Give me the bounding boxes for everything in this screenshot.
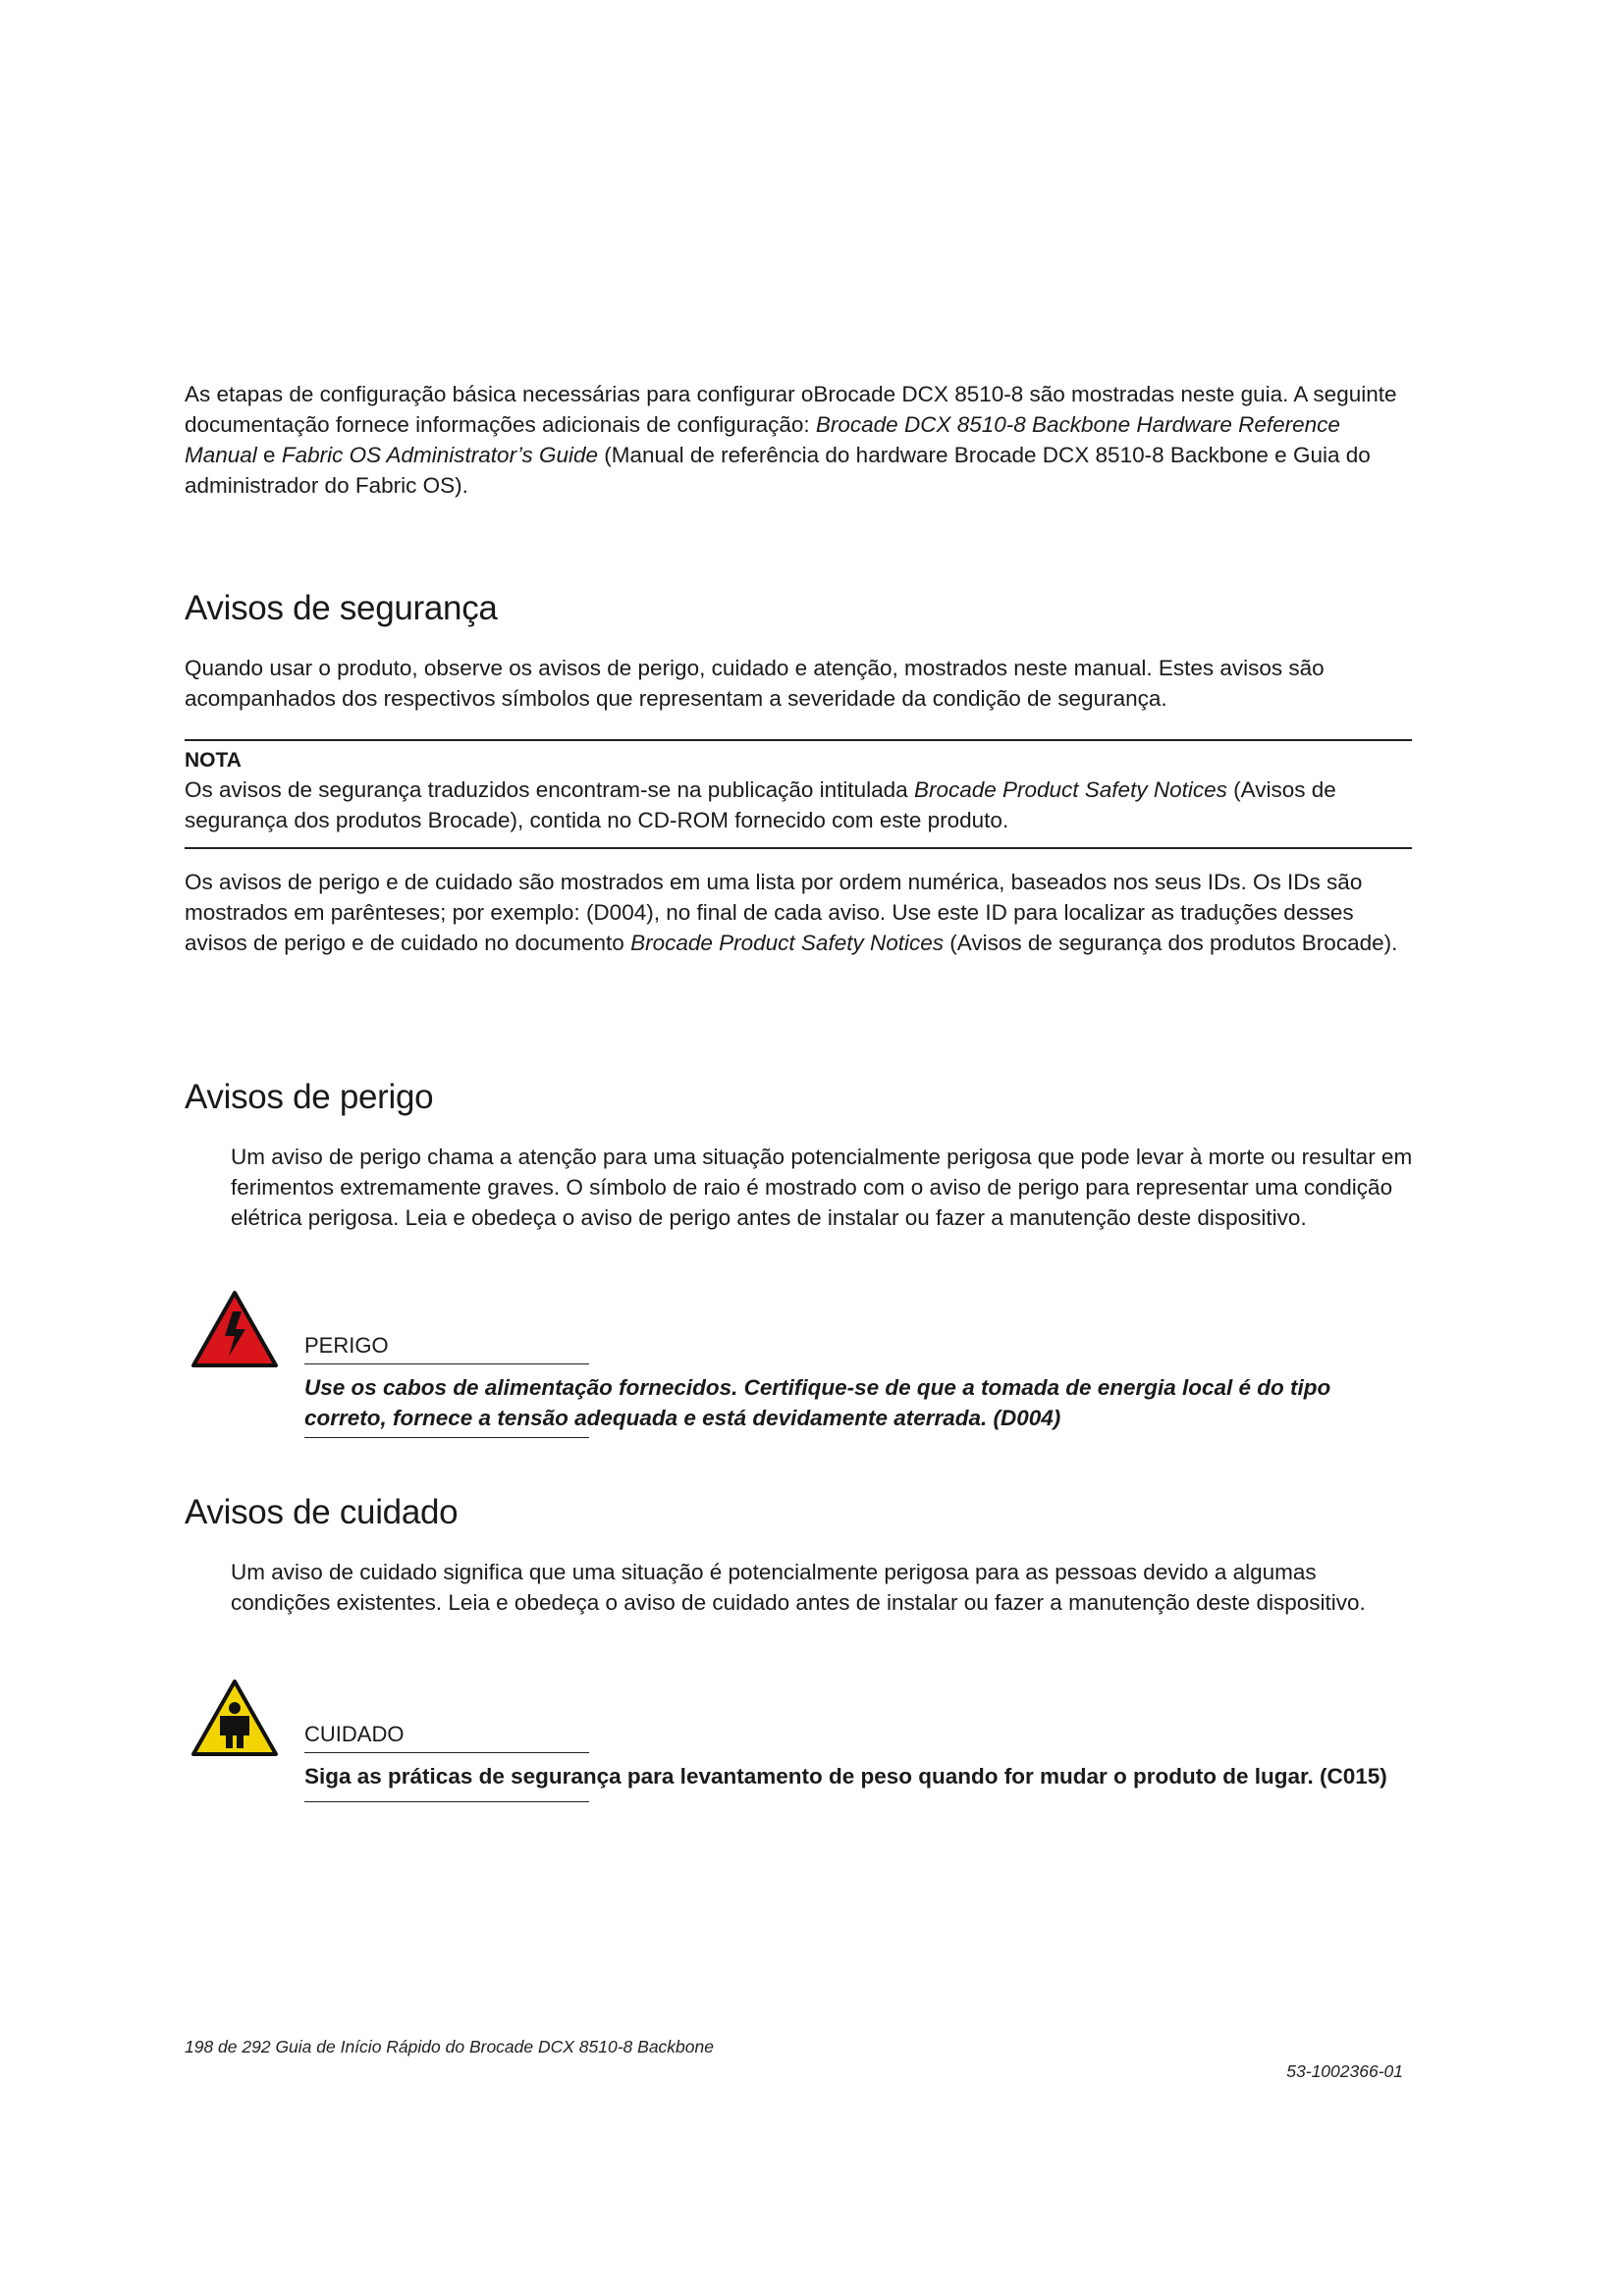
danger-callout: [185, 1290, 1422, 1430]
heavy-weight-icon: [190, 1679, 279, 1757]
danger-paragraph: Um aviso de perigo chama a atenção para uma situação potencialmente perigosa que pode levar à morte ou resultar em ferimentos extremamente graves. O símbolo de raio é mostrado com o aviso de perigo para representar uma condição elétrica perigosa. Leia e obedeça o aviso de perigo antes de instalar ou fazer a manutenção deste dispositivo.: [231, 1145, 1413, 1230]
note-box: [185, 739, 1412, 849]
ids-doc-title: Brocade Product Safety Notices: [630, 931, 944, 955]
intro-conj: e: [256, 443, 282, 467]
heading-danger: Avisos de perigo: [185, 1078, 434, 1116]
caution-paragraph: Um aviso de cuidado significa que uma situação é potencialmente perigosa para as pessoas devido a algumas condições existentes. Leia e obedeça o aviso de cuidado antes de instalar ou fazer a manutenção deste dispositivo.: [231, 1560, 1366, 1615]
caution-notice: Siga as práticas de segurança para levantamento de peso quando for mudar o produto de lugar. (C015): [304, 1764, 1387, 1789]
safety-ids-paragraph: [185, 867, 1412, 958]
note-paragraph: [185, 774, 1412, 835]
note-label: NOTA: [185, 749, 242, 772]
intro-doc-title-2: Fabric OS Administrator’s Guide: [281, 443, 599, 467]
intro-text-2: (Manual de referência do hardware Brocade DCX 8510-8 Backbone e Guia do administrador do Fabric OS).: [185, 443, 1371, 498]
danger-label: PERIGO: [304, 1332, 589, 1364]
note-text: Os avisos de segurança traduzidos encontram-se na publicação intitulada: [185, 777, 914, 802]
note-doc-title: Brocade Product Safety Notices: [913, 777, 1227, 802]
safety-paragraph: Quando usar o produto, observe os avisos de perigo, cuidado e atenção, mostrados neste manual. Estes avisos são acompanhados dos respectivos símbolos que representam a severidade da condição de segurança.: [185, 656, 1325, 711]
caution-label: CUIDADO: [304, 1721, 589, 1753]
electrical-hazard-icon: [190, 1290, 279, 1368]
ids-text-2: (Avisos de segurança dos produtos Brocade).: [944, 931, 1398, 955]
note-text-2: (Avisos de segurança dos produtos Brocade), contida no CD-ROM fornecido com este produto.: [185, 777, 1336, 832]
intro-paragraph: [185, 379, 1412, 501]
heading-safety: Avisos de segurança: [185, 589, 498, 627]
footer-doc-number: 53-1002366-01: [1286, 2061, 1403, 2081]
intro-doc-title-1: Brocade DCX 8510-8 Backbone Hardware Reference Manual: [185, 412, 1340, 467]
heading-caution: Avisos de cuidado: [185, 1493, 459, 1531]
danger-rule: [304, 1437, 589, 1438]
ids-text: Os avisos de perigo e de cuidado são mostrados em uma lista por ordem numérica, baseados nos seus IDs. Os IDs são mostrados em parênteses; por exemplo: (D004), no final de cada aviso. Use este ID para localizar as traduções desses avisos de perigo e de cuidado no documento: [185, 870, 1363, 955]
danger-notice: Use os cabos de alimentação fornecidos. Certifique-se de que a tomada de energia local é do tipo correto, fornece a tensão adequada e está devidamente aterrada. (D004): [304, 1375, 1331, 1430]
caution-rule: [304, 1801, 589, 1802]
caution-callout: [185, 1679, 1422, 1806]
intro-text: As etapas de configuração básica necessárias para configurar oBrocade DCX 8510-8 são mostradas neste guia. A seguinte documentação fornece informações adicionais de configuração:: [185, 382, 1397, 437]
footer-page-info: 198 de 292 Guia de Início Rápido do Brocade DCX 8510-8 Backbone: [185, 2037, 714, 2056]
